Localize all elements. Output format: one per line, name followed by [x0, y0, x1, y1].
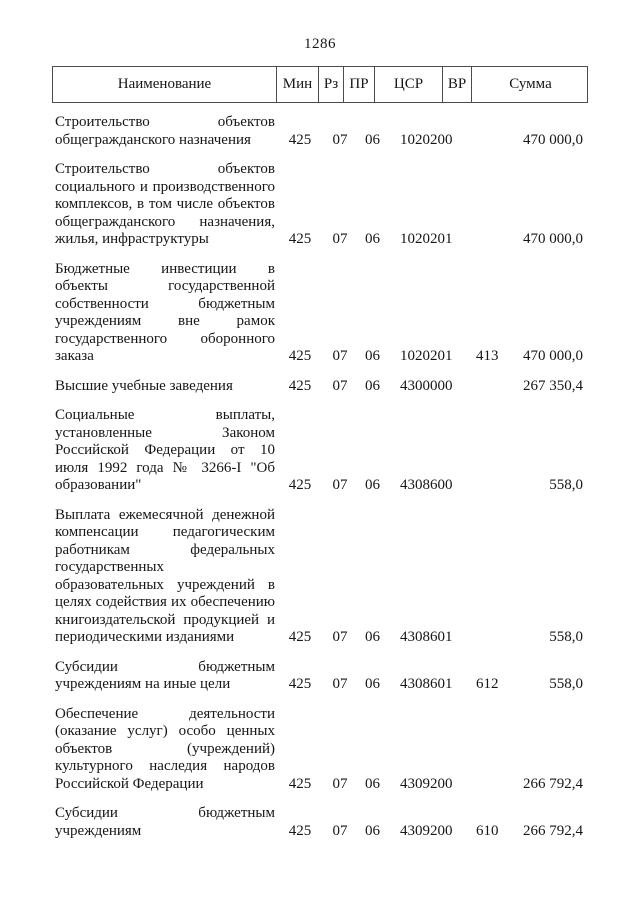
row-pr-cell: 06	[365, 629, 380, 645]
row-name-cell: Бюджетные инвестиции в объекты государственной собственности бюджетным учреждениям вне рамок государственного оборонного заказа	[55, 260, 275, 364]
row-pr-cell: 06	[365, 131, 380, 148]
row-csr-cell: 4308601	[400, 629, 453, 645]
row-sum-cell: 267 350,4	[523, 377, 583, 394]
row-name-cell: Субсидии бюджетным учреждениям	[55, 805, 275, 839]
table-row	[52, 805, 588, 840]
table-row	[52, 378, 588, 396]
row-csr-cell: 4309200	[400, 775, 453, 792]
row-min-cell: 425	[288, 377, 312, 394]
header-cell-csr: ЦСР	[374, 67, 442, 102]
table-body	[52, 114, 588, 840]
row-sum-cell: 558,0	[549, 629, 583, 645]
row-rz-cell: 07	[332, 629, 348, 645]
row-min-cell: 425	[288, 477, 312, 493]
header-cell-name: Наименование	[117, 76, 212, 92]
row-min-cell: 425	[288, 822, 312, 839]
row-rz-cell: 07	[332, 377, 348, 394]
table-header-row	[52, 66, 588, 103]
row-csr-cell: 1020201	[400, 231, 453, 247]
row-csr-cell: 4308601	[400, 676, 453, 692]
table-row	[52, 161, 588, 249]
row-rz-cell: 07	[332, 231, 348, 247]
row-pr-cell: 06	[365, 775, 380, 792]
row-rz-cell: 07	[332, 822, 348, 839]
table-row	[52, 407, 588, 495]
row-sum-cell: 470 000,0	[523, 231, 583, 247]
row-rz-cell: 07	[332, 348, 348, 364]
row-csr-cell: 4309200	[400, 822, 453, 839]
row-csr-cell: 4308600	[400, 477, 453, 493]
row-rz-cell: 07	[332, 131, 348, 148]
row-rz-cell: 07	[332, 775, 348, 792]
row-sum-cell: 266 792,4	[523, 775, 583, 792]
row-min-cell: 425	[288, 131, 312, 148]
row-sum-cell: 470 000,0	[523, 348, 583, 364]
row-sum-cell: 470 000,0	[523, 131, 583, 148]
table-row	[52, 706, 588, 794]
row-name-cell: Высшие учебные заведения	[55, 377, 233, 394]
row-pr-cell: 06	[365, 822, 380, 839]
row-pr-cell: 06	[365, 377, 380, 394]
row-rz-cell: 07	[332, 477, 348, 493]
page-number: 1286	[304, 36, 336, 52]
row-vr-cell: 413	[476, 348, 499, 364]
row-csr-cell: 4300000	[400, 377, 453, 394]
row-min-cell: 425	[288, 676, 312, 692]
row-vr-cell: 610	[476, 822, 499, 839]
row-sum-cell: 558,0	[549, 477, 583, 493]
row-sum-cell: 558,0	[549, 676, 583, 692]
row-vr-cell: 612	[476, 676, 499, 692]
header-cell-pr: ПР	[343, 67, 374, 102]
row-pr-cell: 06	[365, 348, 380, 364]
row-pr-cell: 06	[365, 477, 380, 493]
row-name-cell: Субсидии бюджетным учреждениям на иные цели	[55, 658, 275, 692]
row-name-cell: Выплата ежемесячной денежной компенсации педагогическим работникам федеральных государственных образовательных учреждений в целях содействия их обеспечению книгоиздательской продукцией и периодическими изданиями	[55, 506, 275, 645]
table-row	[52, 261, 588, 366]
row-pr-cell: 06	[365, 231, 380, 247]
row-rz-cell: 07	[332, 676, 348, 692]
row-min-cell: 425	[288, 231, 312, 247]
row-min-cell: 425	[288, 348, 312, 364]
row-sum-cell: 266 792,4	[523, 822, 583, 839]
row-name-cell: Обеспечение деятельности (оказание услуг) особо ценных объектов (учреждений) культурного наследия народов Российской Федерации	[55, 705, 275, 792]
table-row	[52, 659, 588, 694]
budget-table	[52, 66, 588, 840]
header-cell-min: Мин	[276, 67, 318, 102]
row-csr-cell: 1020201	[400, 348, 453, 364]
row-name-cell: Социальные выплаты, установленные Законом Российской Федерации от 10 июля 1992 года № 3266-I "Об образовании"	[55, 407, 275, 493]
table-row	[52, 114, 588, 149]
row-min-cell: 425	[288, 775, 312, 792]
row-csr-cell: 1020200	[400, 131, 453, 148]
header-cell-rz: Рз	[318, 67, 343, 102]
header-cell-sum: Сумма	[471, 67, 589, 102]
row-pr-cell: 06	[365, 676, 380, 692]
header-cell-vr: ВР	[442, 67, 471, 102]
row-name-cell: Строительство объектов общегражданского назначения	[55, 114, 275, 148]
table-row	[52, 507, 588, 647]
row-name-cell: Строительство объектов социального и производственного комплексов, в том числе объектов общегражданского назначения, жилья, инфраструктуры	[55, 161, 275, 247]
row-min-cell: 425	[288, 629, 312, 645]
